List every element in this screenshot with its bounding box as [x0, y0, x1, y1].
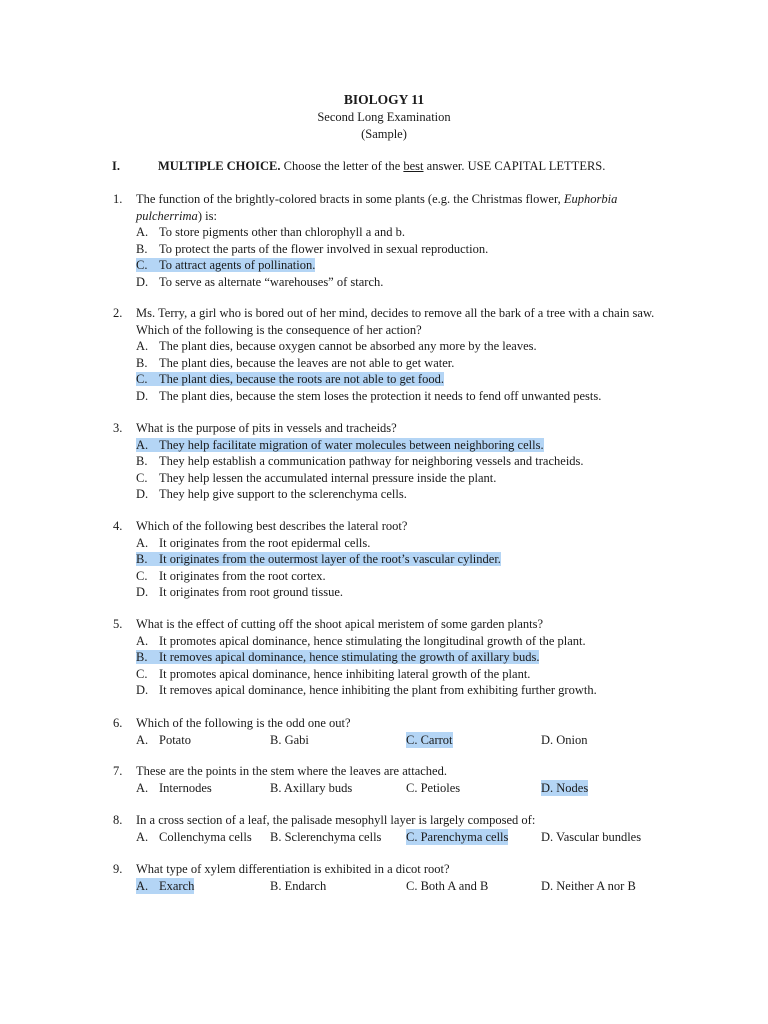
question-stem: Which of the following best describes the lateral root? [136, 519, 408, 533]
question-number: 5. [113, 617, 123, 631]
option-d[interactable]: D. Neither A nor B [541, 878, 636, 893]
option-d[interactable]: D. Vascular bundles [541, 829, 642, 844]
option-b[interactable]: B. Gabi [270, 732, 309, 747]
exam-title: BIOLOGY 11 [343, 92, 425, 107]
option-a[interactable]: A. The plant dies, because oxygen cannot be absorbed any more by the leaves. [136, 339, 537, 353]
question-stem: Which of the following is the odd one out? [136, 716, 351, 730]
option-b[interactable]: B. Sclerenchyma cells [270, 829, 382, 844]
option-b[interactable]: B. The plant dies, because the leaves are not able to get water. [136, 355, 455, 370]
option-d[interactable]: D. They help give support to the sclerenchyma cells. [136, 487, 407, 501]
option-d[interactable]: D. It originates from root ground tissue. [136, 585, 343, 599]
question-number: 8. [113, 813, 123, 827]
stem-text-end: ) is: [197, 208, 217, 223]
question-number: 6. [113, 716, 123, 730]
option-b-highlighted[interactable]: B. It removes apical dominance, hence stimulating the growth of axillary buds. [136, 650, 540, 664]
instruction-emphasis: best [403, 159, 424, 173]
instruction-text-end: answer. USE CAPITAL LETTERS. [426, 159, 606, 173]
question-stem: What is the effect of cutting off the shoot apical meristem of some garden plants? [136, 617, 544, 631]
option-a[interactable]: A. It promotes apical dominance, hence stimulating the longitudinal growth of the plant. [136, 633, 586, 648]
option-a[interactable]: A. To store pigments other than chlorophyll a and b. [136, 225, 405, 239]
section-number: I. [112, 159, 120, 173]
option-d[interactable]: D. The plant dies, because the stem loses the protection it needs to fend off unwanted pests. [136, 388, 602, 403]
question-stem: In a cross section of a leaf, the palisade mesophyll layer is largely composed of: [136, 813, 536, 827]
option-a[interactable]: A. Collenchyma cells [136, 829, 252, 844]
question-number: 1. [113, 192, 123, 206]
option-a-highlighted[interactable]: A. They help facilitate migration of water molecules between neighboring cells. [136, 437, 544, 452]
question-7 [113, 763, 673, 796]
exam-note: (Sample) [361, 127, 407, 141]
option-d-highlighted[interactable]: D. Nodes [541, 780, 589, 795]
question-4 [113, 518, 673, 601]
question-number: 9. [113, 862, 123, 876]
question-3 [113, 420, 673, 503]
option-a[interactable]: A. It originates from the root epidermal cells. [136, 535, 371, 550]
option-d[interactable]: D. Onion [541, 732, 588, 747]
question-number: 4. [113, 519, 123, 533]
question-stem: What type of xylem differentiation is exhibited in a dicot root? [136, 862, 450, 876]
question-2 [113, 305, 673, 404]
question-6 [113, 715, 673, 748]
section-instructions [158, 158, 605, 175]
option-c[interactable]: C. Both A and B [406, 878, 489, 893]
option-c[interactable]: C. Petioles [406, 780, 461, 795]
question-8 [113, 812, 673, 845]
option-d[interactable]: D. It removes apical dominance, hence inhibiting the plant from exhibiting further growth. [136, 683, 597, 697]
option-c-highlighted[interactable]: C. Parenchyma cells [406, 829, 509, 844]
option-b[interactable]: B. Endarch [270, 878, 327, 893]
option-b[interactable]: B. Axillary buds [270, 780, 353, 795]
species-name: Euphorbia pulcherrima [136, 192, 618, 223]
exam-subtitle: Second Long Examination [317, 110, 451, 124]
option-c[interactable]: C. It originates from the root cortex. [136, 568, 326, 583]
option-a-highlighted[interactable]: A. Exarch [136, 878, 195, 893]
option-b[interactable]: B. They help establish a communication pathway for neighboring vessels and tracheids. [136, 454, 584, 468]
option-c-highlighted[interactable]: C. Carrot [406, 732, 453, 747]
option-c[interactable]: C. It promotes apical dominance, hence inhibiting lateral growth of the plant. [136, 666, 531, 681]
option-b-highlighted[interactable]: B. It originates from the outermost layer of the root’s vascular cylinder. [136, 552, 501, 566]
question-stem: What is the purpose of pits in vessels and tracheids? [136, 421, 397, 435]
question-stem: Ms. Terry, a girl who is bored out of her mind, decides to remove all the bark of a tree with a chain saw. Which of the following is the consequence of her action? [136, 306, 655, 337]
question-number: 7. [113, 764, 123, 778]
option-c[interactable]: C. They help lessen the accumulated internal pressure inside the plant. [136, 470, 497, 485]
question-stem [136, 191, 673, 224]
instruction-text: Choose the letter of the [283, 159, 401, 173]
option-a[interactable]: A. Potato [136, 732, 191, 747]
question-5 [113, 616, 673, 699]
option-a[interactable]: A. Internodes [136, 780, 212, 795]
question-number: 2. [113, 306, 123, 320]
question-stem: These are the points in the stem where the leaves are attached. [136, 764, 447, 778]
option-c-highlighted[interactable]: C. To attract agents of pollination. [136, 258, 316, 272]
question-9 [113, 861, 673, 894]
option-d[interactable]: D. To serve as alternate “warehouses” of starch. [136, 274, 384, 289]
option-c-highlighted[interactable]: C. The plant dies, because the roots are not able to get food. [136, 372, 444, 386]
option-b[interactable]: B. To protect the parts of the flower involved in sexual reproduction. [136, 241, 489, 256]
question-1 [113, 191, 673, 290]
question-number: 3. [113, 421, 123, 435]
section-title: MULTIPLE CHOICE. [158, 159, 281, 173]
stem-text: The function of the brightly-colored bracts in some plants (e.g. the Christmas flower, [136, 192, 561, 206]
